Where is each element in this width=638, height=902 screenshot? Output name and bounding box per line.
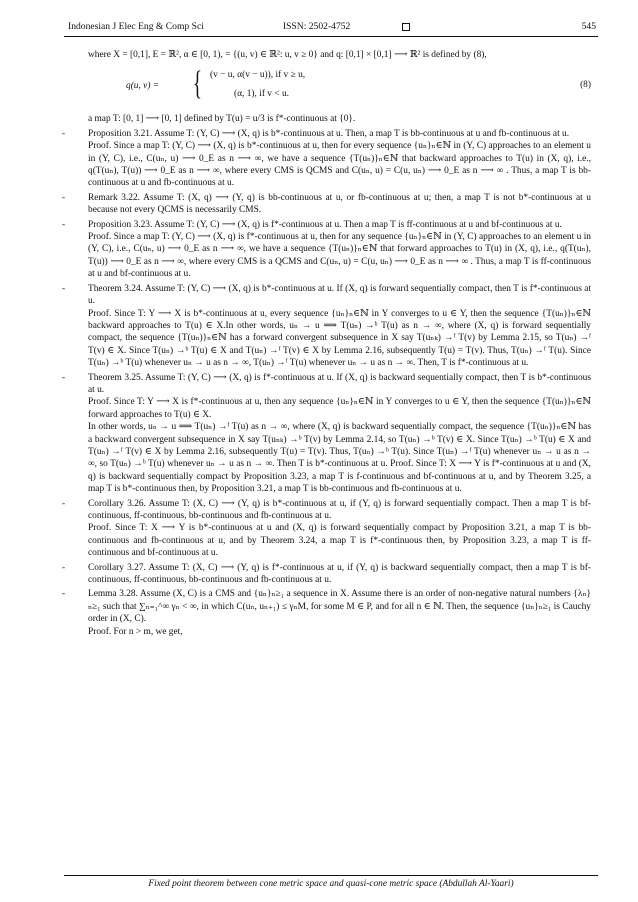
journal-name: Indonesian J Elec Eng & Comp Sci [68,21,204,32]
equation-case-2: (α, 1), if v < u. [234,89,289,100]
intro-line: where X = [0,1], E = ℝ², α ∈ [0, 1), = {(u, v) ∈ ℝ²: u, v ≥ 0} and q: [0,1] × [0,1] ⟶ ℝ² is defined by (8), [88,50,487,60]
list-dash: - [62,372,66,383]
statement-item [62,128,591,190]
equation-number: (8) [580,80,591,91]
statement-item [62,562,591,587]
list-dash: - [62,283,66,294]
statement-text: Corollary 3.27. Assume T: (X, C) ⟶ (Y, q) is f*-continuous at u, if (Y, q) is backward sequentially compact, then a map T is bf-continuous, ff-continuous, bb-continuous and fb-continuous at u. [88,562,591,586]
list-dash: - [62,498,66,509]
intro-line-2: a map T: [0, 1] ⟶ [0, 1] defined by T(u) = u/3 is f*-continuous at {0}. [88,114,356,125]
statement-text: Theorem 3.24. Assume T: (Y, C) ⟶ (X, q) is b*-continuous at u. If (X, q) is forward sequentially compact, then T is f*-continuous at u. [88,283,591,307]
statement-text: Proposition 3.23. Assume T: (Y, C) ⟶ (X, q) is f*-continuous at u. Then a map T is ff-continuous at u and bf-continuous at u. [88,219,562,230]
list-dash: - [62,128,66,139]
page-header [68,21,596,32]
list-dash: - [62,219,66,230]
list-dash: - [62,589,66,600]
equation-case-1: (v − u, α(v − u)), if v ≥ u, [210,70,306,81]
equation-lhs: q(u, v) = [126,81,160,92]
header-rule [64,36,598,37]
page-footer: Fixed point theorem between cone metric space and quasi-cone metric space (Abdullah Al-Yaari) [64,875,598,889]
statement-text: Remark 3.22. Assume T: (X, q) ⟶ (Y, q) is bb-continuous at u, or fb-continuous at u; then, a map T is not b*-continuous at u because not every QCMS is necessarily CMS. [88,192,591,216]
statement-item [62,192,591,217]
proof-text: Proof. For n > m, we get, [88,626,183,637]
checkbox-square-icon [402,23,410,31]
issn: ISSN: 2502-4752 [282,21,351,32]
page-number: 545 [581,21,596,32]
statement-item [62,283,591,370]
proof-text: Proof. Since T: Y ⟶ X is f*-continuous at u, then any sequence {uₙ}ₙ∈ℕ in Y converges to u ∈ Y, then the sequence {T(uₙ)}ₙ∈ℕ forward approaches to T(u) ∈ X. [88,397,591,420]
statement-item [62,219,591,281]
proof-text: Proof. Since a map T: (Y, C) ⟶ (X, q) is f*-continuous at u, then for any sequence {uₙ}ₙ∈ℕ in (Y, C) approaches to an element u in (Y, C), i.e., C(uₙ, u) ⟶ 0_E as n ⟶ ∞, we have a sequence {T(uₙ)}ₙ∈ℕ that forward approaches to T(u) in (X, q), i.e., q(T(uₙ), T(u)) ⟶ 0_E as n ⟶ ∞, where every CMS is a QCMS and C(uₙ, u) = C(u, uₙ) ⟶ 0_E as n ⟶ ∞ . Thus, a map T is ff-continuous at u and bf-continuous at u. [88,232,591,280]
left-brace-icon: { [193,65,202,103]
statement-text: Proposition 3.21. Assume T: (Y, C) ⟶ (X, q) is b*-continuous at u. Then, a map T is bb-continuous at u and fb-continuous at u. [88,128,570,139]
statement-item [62,588,591,638]
list-dash: - [62,562,66,573]
list-dash: - [62,192,66,203]
equation-8 [88,65,591,107]
page-body [62,49,591,638]
statement-text: Lemma 3.28. Assume (X, C) is a CMS and {uₙ}ₙ≥₁ a sequence in X. Assume there is an order of non-negative natural numbers {λₙ}ₙ≥₁ such that ∑ₙ₌₁^∞ γₙ < ∞, in which C(uₙ, uₙ₊₁) ≤ γₙM, for some M ∈ P, and for all n ∈ ℕ. Then, the sequence {uₙ}ₙ≥₁ is Cauchy order in (X, C). [88,589,591,625]
statement-text: Corollary 3.26. Assume T: (X, C) ⟶ (Y, q) is b*-continuous at u, if (Y, q) is forward sequentially compact. Then a map T is bf-continuous, ff-continuous, bb-continuous and fb-continuous at u. [88,498,591,521]
proof-text: Proof. Since a map T: (Y, C) ⟶ (X, q) is b*-continuous at u, then for every sequence {uₙ}ₙ∈ℕ in (Y, C) approaches to an element u in (Y, C), i.e., C(uₙ, u) ⟶ 0_E as n ⟶ ∞, we have a sequence {T(uₙ)}ₙ∈ℕ that backward approaches to T(u) in (X, q), i.e., q(T(uₙ), T(u)) ⟶ 0_E as n ⟶ ∞, where every CMS is QCMS and C(uₙ, u) = C(u, uₙ) ⟶ 0_E as n ⟶ ∞ . Thus, a map T is bb-continuous at u and fb-continuous at u. [88,141,591,189]
proof-text: In other words, uₙ → u ⟹ T(uₙ) →ᶠ T(u) as n → ∞, where (X, q) is backward sequentially compact, the sequence {T(uₙ)}ₙ∈ℕ has a backward convergent subsequence in X say T(uₙₖ) →ᵇ T(v) by Lemma 2.14, so T(uₙ) →ᵇ T(v) ∈ X. Since T(uₙ) →ᵇ T(u) ∈ X and T(uₙ) →ᶠ T(v) ∈ X by Lemma 2.16, subsequently T(u) = T(v). Thus, T(uₙ) →ᵇ T(u). Since T(uₙ) →ᶠ T(u) whenever uₙ → u as n → ∞, so T(uₙ) →ᵇ T(u) whenever uₙ → u as n → ∞. Then T is b*-continuous at u. Proof. Since T: X ⟶ Y is f*-continuous at u and (X, q) is backward sequentially compact by Proposition 3.23, a map T is f-continuous and bf-continuous at u, and by Theorem 3.25, a map T is b*-continuous then, by Proposition 3.21, a map T is bb-continuous and fb-continuous at u. [88,422,591,495]
proof-text: Proof. Since T: X ⟶ Y is b*-continuous at u and (X, q) is forward sequentially compact by Proposition 3.21, a map T is bb-continuous and fb-continuous at u, and by Theorem 3.24, a map T is f*-continuous then, by Proposition 3.23, a map T is ff-continuous and bf-continuous at u. [88,523,591,559]
statement-text: Theorem 3.25. Assume T: (Y, C) ⟶ (X, q) is f*-continuous at u. If (X, q) is backward sequentially compact, then T is b*-continuous at u. [88,372,591,395]
proof-text: Proof. Since T: Y ⟶ X is b*-continuous at u, every sequence {uₙ}ₙ∈ℕ in Y converges to u ∈ Y, then the sequence {T(uₙ)}ₙ∈ℕ backward approaches to T(u) ∈ X.In other words, uₙ → u ⟹ T(uₙ) →ᵇ T(u) as n → ∞, where (X, q) is forward sequentially compact, the sequence {T(uₙ)}ₙ∈ℕ has a forward convergent subsequence in X say T(uₙₖ) →ᶠ T(v) by Lemma 2.15, so T(uₙ) →ᶠ T(v) ∈ X. Since T(uₙ) →ᵇ T(u) ∈ X and T(uₙ) →ᶠ T(v) ∈ X by Lemma 2.16, subsequently T(u) = T(v). Thus, T(uₙ) →ᶠ T(u). Since T(uₙ) →ᵇ T(u) whenever uₙ → u as n → ∞, T(uₙ) →ᶠ T(u) whenever uₙ → u as n → ∞. Then, T is f*-continuous at u. [88,308,591,369]
statement-item [62,498,591,560]
statement-list [62,128,591,638]
statement-item [62,372,591,496]
